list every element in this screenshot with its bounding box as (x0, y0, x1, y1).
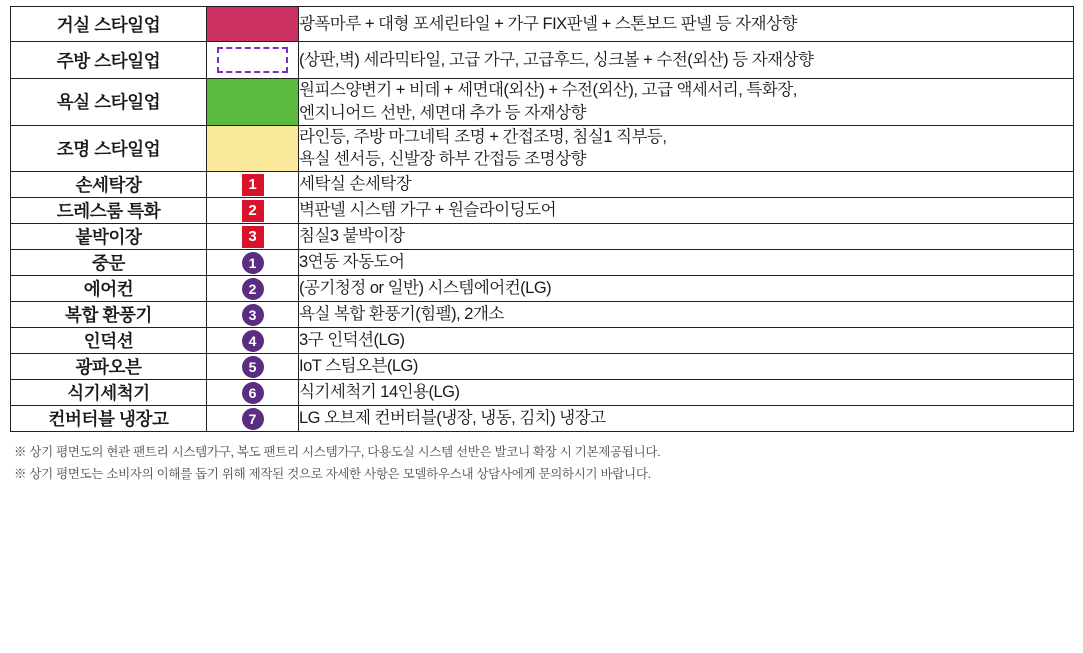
description-line: IoT 스팀오븐(LG) (299, 357, 418, 376)
table-row (11, 125, 1074, 172)
row-label: 주방 스타일업 (11, 42, 207, 79)
table-row (11, 79, 1074, 126)
row-label: 중문 (11, 250, 207, 276)
color-swatch (207, 131, 298, 165)
table-row (11, 42, 1074, 79)
row-label: 붙박이장 (11, 224, 207, 250)
square-number-badge: 2 (242, 200, 264, 222)
row-marker (207, 42, 299, 79)
table-row (11, 302, 1074, 328)
circle-number-badge: 3 (242, 304, 264, 326)
row-label: 손세탁장 (11, 172, 207, 198)
footnote-item: ※ 상기 평면도는 소비자의 이해를 돕기 위해 제작된 것으로 자세한 사항은 모델하우스내 상담사에게 문의하시기 바랍니다. (14, 466, 651, 481)
description-line: LG 오브제 컨버터블(냉장, 냉동, 김치) 냉장고 (299, 409, 606, 428)
table-row (11, 250, 1074, 276)
row-marker (207, 276, 299, 302)
description-line: 3연동 자동도어 (299, 253, 405, 272)
row-marker (207, 198, 299, 224)
row-description (299, 406, 1074, 432)
row-marker (207, 224, 299, 250)
square-number-badge: 1 (242, 174, 264, 196)
table-row (11, 354, 1074, 380)
description-line: 원피스양변기 + 비데 + 세면대(외산) + 수전(외산), 고급 액세서리, 특화장, (299, 81, 797, 99)
row-label: 조명 스타일업 (11, 125, 207, 172)
description-line: 벽판넬 시스템 가구 + 원슬라이딩도어 (299, 201, 557, 220)
row-description (299, 224, 1074, 250)
description-line: 광폭마루 + 대형 포세린타일 + 가구 FIX판넬 + 스톤보드 판넬 등 자재상향 (299, 14, 797, 33)
table-row (11, 328, 1074, 354)
table-row (11, 406, 1074, 432)
row-marker (207, 7, 299, 42)
table-row (11, 224, 1074, 250)
row-description (299, 302, 1074, 328)
row-description (299, 328, 1074, 354)
circle-number-badge: 1 (242, 252, 264, 274)
row-marker (207, 328, 299, 354)
row-description (299, 276, 1074, 302)
description-line: 3구 인덕션(LG) (299, 331, 405, 350)
circle-number-badge: 7 (242, 408, 264, 430)
footnote-item: ※ 상기 평면도의 현관 팬트리 시스템가구, 복도 팬트리 시스템가구, 다용도실 시스템 선반은 발코니 확장 시 기본제공됩니다. (14, 445, 661, 460)
row-marker (207, 406, 299, 432)
table-row (11, 7, 1074, 42)
table-row (11, 380, 1074, 406)
row-label: 욕실 스타일업 (11, 79, 207, 126)
row-marker (207, 250, 299, 276)
description-line: 식기세척기 14인용(LG) (299, 383, 460, 402)
row-description (299, 42, 1074, 79)
description-line: (공기청정 or 일반) 시스템에어컨(LG) (299, 279, 552, 298)
circle-number-badge: 2 (242, 278, 264, 300)
description-line: (상판,벽) 세라믹타일, 고급 가구, 고급후드, 싱크볼 + 수전(외산) 등 자재상향 (299, 50, 814, 69)
description-line: 침실3 붙박이장 (299, 227, 405, 246)
row-description (299, 354, 1074, 380)
row-description (299, 198, 1074, 224)
row-label: 식기세척기 (11, 380, 207, 406)
row-description (299, 380, 1074, 406)
row-marker (207, 380, 299, 406)
description-line: 라인등, 주방 마그네틱 조명 + 간접조명, 침실1 직부등, (299, 127, 667, 146)
row-marker (207, 302, 299, 328)
row-label: 에어컨 (11, 276, 207, 302)
circle-number-badge: 4 (242, 330, 264, 352)
row-label: 드레스룸 특화 (11, 198, 207, 224)
row-description (299, 125, 1074, 172)
description-line: 세탁실 손세탁장 (299, 175, 412, 194)
dashed-swatch (217, 47, 288, 73)
row-marker (207, 354, 299, 380)
row-marker (207, 125, 299, 172)
table-row (11, 172, 1074, 198)
table-row (11, 198, 1074, 224)
row-label: 거실 스타일업 (11, 7, 207, 42)
row-description (299, 250, 1074, 276)
row-marker (207, 79, 299, 126)
row-description (299, 7, 1074, 42)
circle-number-badge: 5 (242, 356, 264, 378)
row-marker (207, 172, 299, 198)
color-swatch (207, 7, 298, 41)
description-line: 욕실 센서등, 신발장 하부 간접등 조명상향 (299, 150, 586, 169)
row-label: 복합 환풍기 (11, 302, 207, 328)
description-line: 엔지니어드 선반, 세면대 추가 등 자재상향 (299, 103, 586, 122)
description-line: 욕실 복합 환풍기(힘펠), 2개소 (299, 305, 504, 324)
circle-number-badge: 6 (242, 382, 264, 404)
row-description (299, 172, 1074, 198)
footnotes (10, 442, 1073, 486)
square-number-badge: 3 (242, 226, 264, 248)
row-description (299, 79, 1074, 126)
color-swatch (207, 85, 298, 119)
spec-table (10, 6, 1074, 432)
spec-table-body (11, 7, 1074, 432)
row-label: 광파오븐 (11, 354, 207, 380)
table-row (11, 276, 1074, 302)
row-label: 컨버터블 냉장고 (11, 406, 207, 432)
row-label: 인덕션 (11, 328, 207, 354)
